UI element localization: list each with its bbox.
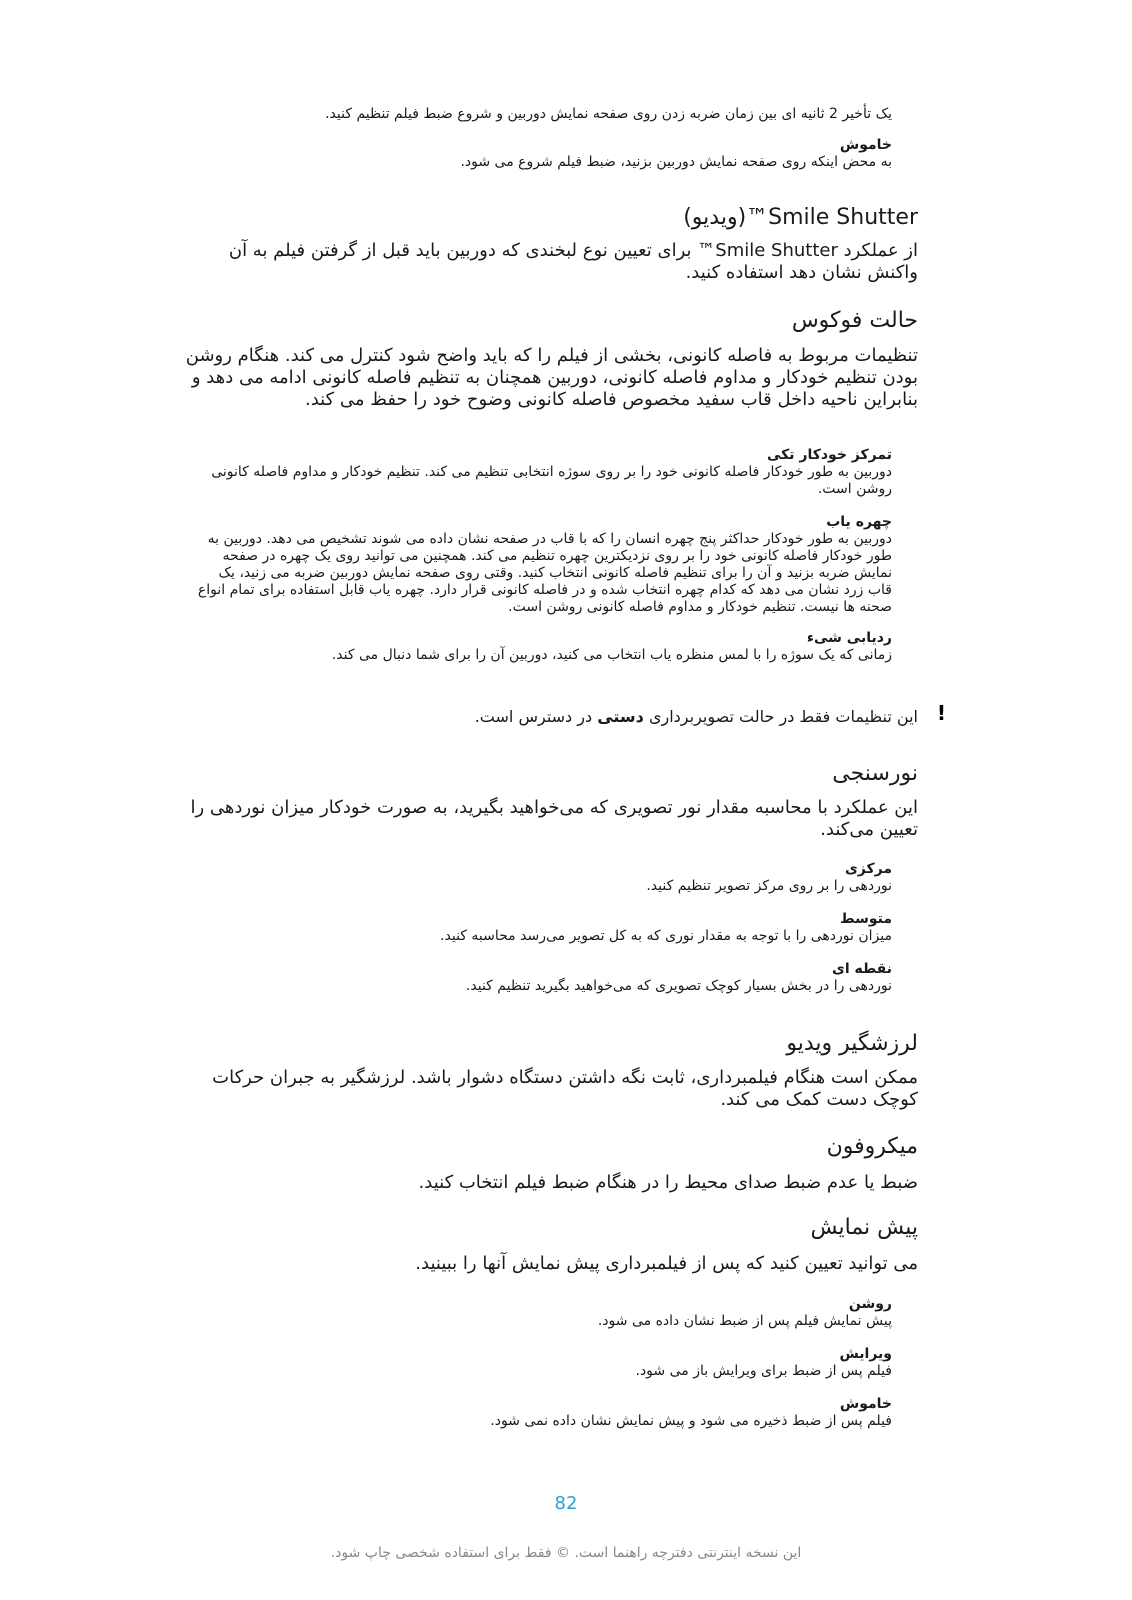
microphone-body: ضبط یا عدم ضبط صدای محیط را در هنگام ضبط فیلم انتخاب کنید.	[418, 1172, 918, 1193]
metering-heading: نورسنجی	[832, 761, 918, 786]
preview-option-edit	[192, 1346, 892, 1380]
option-title: ویرایش	[839, 1346, 892, 1362]
option-body: فیلم پس از ضبط برای ویرایش باز می شود.	[635, 1363, 892, 1379]
metering-body: این عملکرد با محاسبه مقدار نور تصویری که می‌خواهید بگیرید، به صورت خودکار میزان نوردهی را تعیین می‌کند.	[190, 797, 918, 840]
option-title: چهره یاب	[826, 514, 892, 530]
option-body: پیش نمایش فیلم پس از ضبط نشان داده می شود.	[597, 1313, 892, 1329]
focus-option-face-detection	[192, 514, 892, 616]
focus-mode-heading: حالت فوکوس	[791, 308, 918, 333]
option-title: روشن	[848, 1296, 892, 1312]
page-number: 82	[554, 1493, 578, 1514]
intro-line: یک تأخیر 2 ثانیه ای بین زمان ضربه زدن روی صفحه نمایش دوربین و شروع ضبط فیلم تنظیم کنید.	[325, 106, 892, 122]
smile-shutter-heading: Smile Shutter™(ویدیو)	[683, 205, 918, 230]
option-body: دوربین به طور خودکار حداکثر پنج چهره انسان را که با قاب در صفحه نشان داده می شوند تشخیص می دهد. دوربین به طور خودکار فاصله کانونی خود را بر روی نزدیکترین چهره تنظیم می کند. همچنین می توانید روی یک چهره در صفحه نمایش ضربه بزنید و آن را برای تنظیم فاصله کانونی انتخاب کنید. وقتی روی صفحه نمایش دوربین ضربه می زنید، یک قاب زرد نشان می دهد که کدام چهره انتخاب شده و در فاصله کانونی قرار دارد. چهره یاب قابل استفاده برای تمام انواع صحنه ها نیست. تنظیم خودکار و مداوم فاصله کانونی روشن است.	[197, 531, 892, 615]
option-title: مرکزی	[844, 861, 892, 877]
smile-shutter-body: از عملکرد Smile Shutter™ برای تعیین نوع لبخندی که دوربین باید قبل از گرفتن فیلم به آن واکنش نشان دهد استفاده کنید.	[228, 240, 918, 283]
option-title: نقطه ای	[832, 961, 892, 977]
option-body: نوردهی را بر روی مرکز تصویر تنظیم کنید.	[646, 878, 892, 894]
note-text-after: در دسترس است.	[474, 707, 598, 726]
page-footer: این نسخه اینترنتی دفترچه راهنما است. © فقط برای استفاده شخصی چاپ شود.	[330, 1545, 802, 1561]
option-body: نوردهی را در بخش بسیار کوچک تصویری که می‌خواهید بگیرید تنظیم کنید.	[465, 978, 892, 994]
option-body: به محض اینکه روی صفحه نمایش دوربین بزنید، ضبط فیلم شروع می شود.	[460, 154, 892, 170]
metering-option-spot	[192, 961, 892, 995]
microphone-heading: میکروفون	[826, 1134, 918, 1159]
option-body: فیلم پس از ضبط ذخیره می شود و پیش نمایش نشان داده نمی شود.	[490, 1413, 892, 1429]
option-body: میزان نوردهی را با توجه به مقدار نوری که به کل تصویر می‌رسد محاسبه کنید.	[440, 928, 892, 944]
preview-body: می توانید تعیین کنید که پس از فیلمبرداری پیش نمایش آنها را ببینید.	[415, 1253, 918, 1274]
focus-option-object-tracking	[192, 630, 892, 664]
note-text-before: این تنظیمات فقط در حالت تصویربرداری	[643, 707, 918, 726]
focus-option-single-af	[192, 447, 892, 498]
option-title: تمرکز خودکار تکی	[766, 447, 892, 463]
preview-heading: پیش نمایش	[810, 1215, 918, 1240]
focus-mode-body: تنظیمات مربوط به فاصله کانونی، بخشی از فیلم را که باید واضح شود کنترل می کند. هنگام روشن بودن تنظیم خودکار و مداوم فاصله کانونی، دوربین همچنان به تنظیم فاصله کانونی ادامه می دهد و بنابراین ناحیه داخل قاب سفید مخصوص فاصله کانونی وضوح خود را حفظ می کند.	[185, 345, 918, 410]
manual-mode-note	[185, 701, 946, 727]
video-stabilizer-body: ممکن است هنگام فیلمبرداری، ثابت نگه داشتن دستگاه دشوار باشد. لرزشگیر به جبران حرکات کوچک دست کمک می کند.	[212, 1067, 918, 1110]
preview-option-on	[192, 1296, 892, 1330]
option-title: خاموش	[839, 1396, 892, 1412]
note-text-bold: دستی	[597, 707, 644, 726]
option-title: ردیابی شیء	[806, 630, 892, 646]
option-body: دوربین به طور خودکار فاصله کانونی خود را بر روی سوژه انتخابی تنظیم می کند. تنظیم خودکار و مداوم فاصله کانونی روشن است.	[211, 464, 892, 497]
option-body: زمانی که یک سوژه را با لمس منظره یاب انتخاب می کنید، دوربین آن را برای شما دنبال می کند.	[331, 647, 892, 663]
option-title: خاموش	[839, 137, 892, 153]
video-stabilizer-heading: لرزشگیر ویدیو	[786, 1031, 918, 1056]
metering-option-center	[192, 861, 892, 895]
exclamation-icon: !	[936, 701, 946, 725]
option-off	[192, 137, 892, 171]
preview-option-off	[192, 1396, 892, 1430]
option-title: متوسط	[840, 911, 892, 927]
metering-option-average	[192, 911, 892, 945]
